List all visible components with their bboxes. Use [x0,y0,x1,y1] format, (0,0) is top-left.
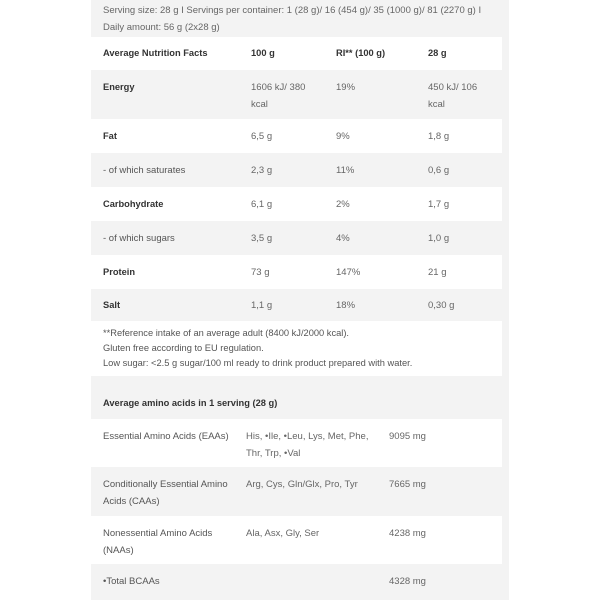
header-ri: RI** (100 g) [336,48,386,58]
table-row-protein [91,255,502,289]
serving-info [103,2,503,36]
amino-row-bcaa [91,564,502,600]
row-per28: 0,6 g [428,165,450,176]
row-ri: 9% [336,131,350,142]
serving-line-1: Serving size: 28 g I Servings per container: 1 (28 g)/ 16 (454 g)/ 35 (1000 g)/ 81 (2270 g) I [103,5,482,16]
header-nutrition-facts: Average Nutrition Facts [103,48,208,58]
footnote-gluten-free: Gluten free according to EU regulation. [103,343,264,353]
footnote-reference-intake: **Reference intake of an average adult (8400 kJ/2000 kcal). [103,328,350,338]
table-row-energy [91,70,502,119]
amino-row-naa [91,516,502,564]
row-ri: 147% [336,267,361,278]
row-ri: 11% [336,165,355,176]
amino-acids-list: His, •Ile, •Leu, Lys, Met, Phe, Thr, Trp, •Val [246,431,369,459]
amino-amount: 4328 mg [389,576,426,587]
row-per100: 1,1 g [251,300,273,311]
row-per28: 1,8 g [428,131,450,142]
table-row-salt [91,289,502,321]
amino-amount: 4238 mg [389,528,426,539]
row-per28: 21 g [428,267,447,278]
row-label: - of which sugars [103,233,175,244]
amino-name: Essential Amino Acids (EAAs) [103,431,229,442]
row-label: Protein [103,267,136,277]
row-per28: 1,7 g [428,199,450,210]
amino-acids-title: Average amino acids in 1 serving (28 g) [103,398,278,408]
amino-name: Nonessential Amino Acids (NAAs) [103,528,213,556]
table-row-saturates [91,153,502,187]
row-label: Fat [103,131,117,141]
row-per28: 0,30 g [428,300,455,311]
row-label: Energy [103,82,135,92]
row-per100: 73 g [251,267,270,278]
amino-acids-list: Arg, Cys, Gln/Glx, Pro, Tyr [246,479,358,490]
amino-amount: 9095 mg [389,431,426,442]
footnotes [91,321,502,376]
amino-name: Conditionally Essential Amino Acids (CAAs) [103,479,228,507]
nutrition-panel [91,0,509,600]
amino-amount: 7665 mg [389,479,426,490]
amino-row-eaa [91,419,502,467]
amino-row-caa [91,467,502,516]
row-ri: 2% [336,199,350,210]
row-label: Salt [103,300,121,310]
row-per100: 2,3 g [251,165,273,176]
amino-acids-list: Ala, Asx, Gly, Ser [246,528,320,539]
row-ri: 18% [336,300,356,311]
header-100g: 100 g [251,48,275,58]
row-ri: 4% [336,233,350,244]
row-per100: 3,5 g [251,233,273,244]
row-per28: 450 kJ/ 106 kcal [428,82,478,110]
row-label: Carbohydrate [103,199,164,209]
header-28g: 28 g [428,48,447,58]
amino-name: •Total BCAAs [103,576,160,587]
row-per100: 6,1 g [251,199,273,210]
table-row-sugars [91,221,502,255]
footnote-low-sugar: Low sugar: <2.5 g sugar/100 ml ready to drink product prepared with water. [103,358,413,368]
nutrition-table-header [91,37,502,70]
row-label: - of which saturates [103,165,186,176]
table-row-fat [91,119,502,153]
row-per100: 1606 kJ/ 380 kcal [251,82,306,110]
row-per100: 6,5 g [251,131,273,142]
table-row-carbohydrate [91,187,502,221]
row-per28: 1,0 g [428,233,450,244]
row-ri: 19% [336,82,356,93]
serving-line-2: Daily amount: 56 g (2x28 g) [103,22,220,33]
